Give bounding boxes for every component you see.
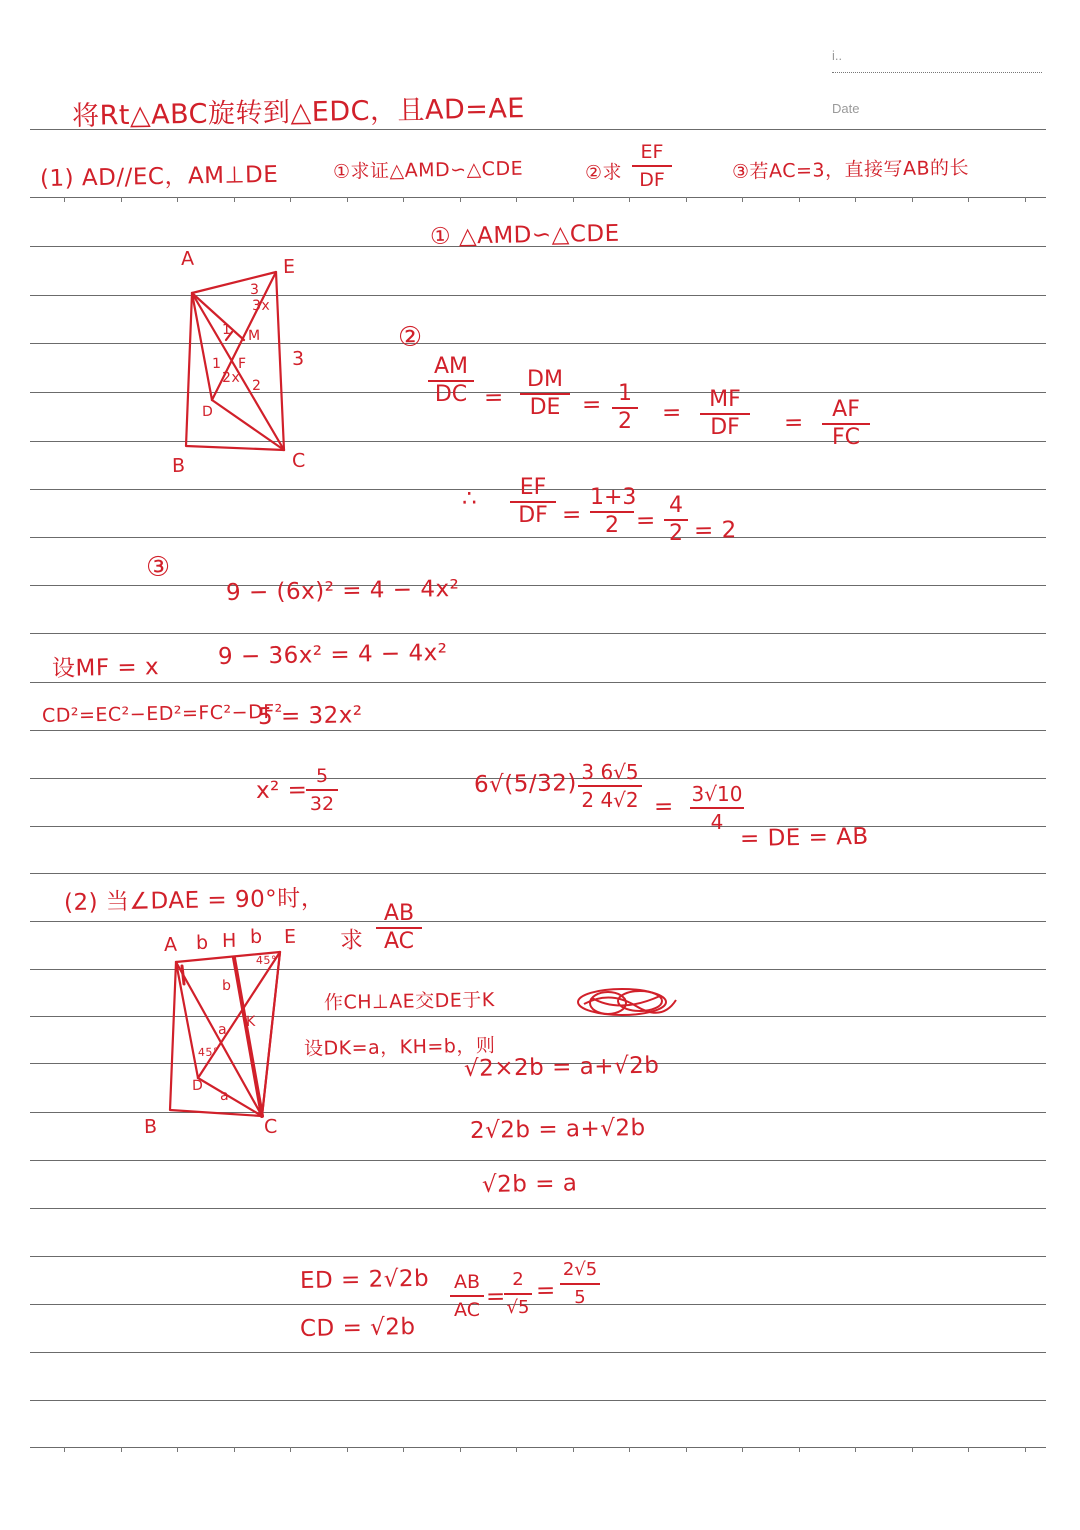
part2-ratio-final: 2√5 5	[560, 1258, 600, 1310]
result-ef-df: EF DF	[510, 476, 556, 528]
equals-6: =	[635, 507, 657, 534]
ratio-af-fc: AF FC	[822, 398, 870, 450]
x-squared-fraction: 5 32	[306, 764, 338, 816]
equation-3: 5 = 32x²	[257, 702, 363, 730]
figure-1-label-e: E	[282, 255, 296, 278]
let-mf-equals-x: 设MF = x	[51, 654, 160, 682]
ratio-dm-de: DM DE	[520, 368, 570, 420]
equation-1: 9 − (6x)² = 4 − 4x²	[225, 575, 460, 606]
figure-1-label-b: B	[171, 454, 186, 477]
result-sum-over-2: 1+3 2	[590, 485, 637, 538]
equals-9: =	[535, 1277, 557, 1304]
part2-given: (2) 当∠DAE = 90°时，	[63, 885, 325, 916]
figure-1-label-3a: 3	[249, 281, 260, 298]
six-root-expression: 6√(5/32)	[473, 770, 578, 798]
figure-2-label-45b: 45°	[197, 1045, 220, 1059]
result-4-over-2: 4 2	[664, 494, 688, 546]
part2-equation-3: √2b = a	[481, 1170, 578, 1198]
figure-1-label-f: F	[237, 355, 247, 372]
ratio-mf-df: MF DF	[700, 388, 750, 440]
figure-2-label-h: H	[221, 929, 237, 952]
equals-3: =	[661, 399, 683, 426]
equals-7: =	[653, 793, 675, 820]
figure-2-label-c: C	[263, 1115, 278, 1138]
part1-answer-2-label: ②	[397, 321, 423, 353]
part2-let-statement: 设DK=a，KH=b，则	[303, 1034, 496, 1060]
equals-1: =	[483, 384, 505, 411]
figure-2-label-b3: b	[221, 977, 232, 994]
part2-equation-2: 2√2b = a+√2b	[469, 1114, 646, 1144]
figure-2-label-b: B	[143, 1115, 158, 1138]
x-squared-label: x² =	[255, 777, 308, 804]
part1-answer-3-label: ③	[145, 551, 171, 583]
part1-question-2: ②求	[584, 161, 623, 184]
simplify-fraction-1: 3 6√5 2 4√2	[578, 760, 642, 812]
figure-1-label-1a: 1	[221, 321, 232, 338]
part2-equation-1: √2×2b = a+√2b	[463, 1052, 660, 1082]
figure-1-label-3x: 3x	[251, 297, 271, 314]
part2-ask-fraction: AB AC	[376, 902, 422, 954]
figure-2-label-a2: a	[219, 1087, 230, 1104]
part2-ratio-2-root5: 2 √5	[504, 1268, 532, 1320]
equals-8: =	[485, 1283, 507, 1310]
ratio-am-dc: AM DC	[428, 355, 474, 407]
figure-2-label-b1: b	[195, 931, 209, 954]
figure-2-label-45a: 45°	[255, 953, 278, 967]
figure-2-label-a1: a	[217, 1021, 228, 1038]
cd-value: CD = √2b	[299, 1313, 416, 1342]
figure-2-label-b2: b	[249, 925, 263, 948]
figure-2-label-e: E	[283, 925, 297, 948]
part2-ask: 求	[339, 927, 364, 954]
part1-question-3: ③若AC=3，直接写AB的长	[731, 156, 970, 183]
ratio-one-half: 1 2	[612, 382, 638, 434]
figure-1-label-1b: 1	[211, 355, 222, 372]
part1-question-2-fraction: EF DF	[632, 140, 672, 192]
part1-given: (1) AD//EC，AM⊥DE	[39, 161, 279, 192]
cd-squared-relation: CD²=EC²−ED²=FC²−DF²	[41, 700, 283, 727]
figure-1-label-3b: 3	[291, 347, 305, 370]
therefore-sign: ∴	[461, 485, 478, 512]
figure-1-label-m: M	[247, 327, 261, 344]
figure-2-label-k: K	[245, 1013, 256, 1030]
equals-5: =	[561, 501, 583, 528]
equals-4: =	[783, 409, 805, 436]
ed-value: ED = 2√2b	[299, 1265, 430, 1294]
simplify-fraction-2: 3√10 4	[691, 782, 743, 834]
part2-ratio-ab-ac: AB AC	[450, 1270, 484, 1322]
figure-1-label-2: 2	[251, 377, 262, 394]
figure-1-label-c: C	[291, 449, 306, 472]
figure-1-label-2x: 2x	[221, 369, 241, 386]
figure-2-label-a: A	[163, 933, 178, 956]
date-label: Date	[832, 101, 860, 116]
problem-title: 将Rt△ABC旋转到△EDC，且AD=AE	[71, 93, 526, 132]
figure-1-label-a: A	[180, 247, 195, 270]
corner-mark: i..	[832, 48, 843, 63]
equals-2: =	[581, 391, 603, 418]
figure-1-label-d: D	[201, 403, 214, 420]
result-equals-2: = 2	[693, 517, 737, 544]
part1-question-1: ①求证△AMD∽△CDE	[332, 157, 524, 183]
equation-2: 9 − 36x² = 4 − 4x²	[217, 639, 448, 670]
part1-answer-1: ① △AMD∽△CDE	[429, 220, 620, 250]
figure-2-label-d: D	[191, 1077, 204, 1094]
construct-ch-perpendicular: 作CH⊥AE交DE于K	[323, 989, 495, 1014]
final-de-equals-ab: = DE = AB	[739, 823, 869, 852]
